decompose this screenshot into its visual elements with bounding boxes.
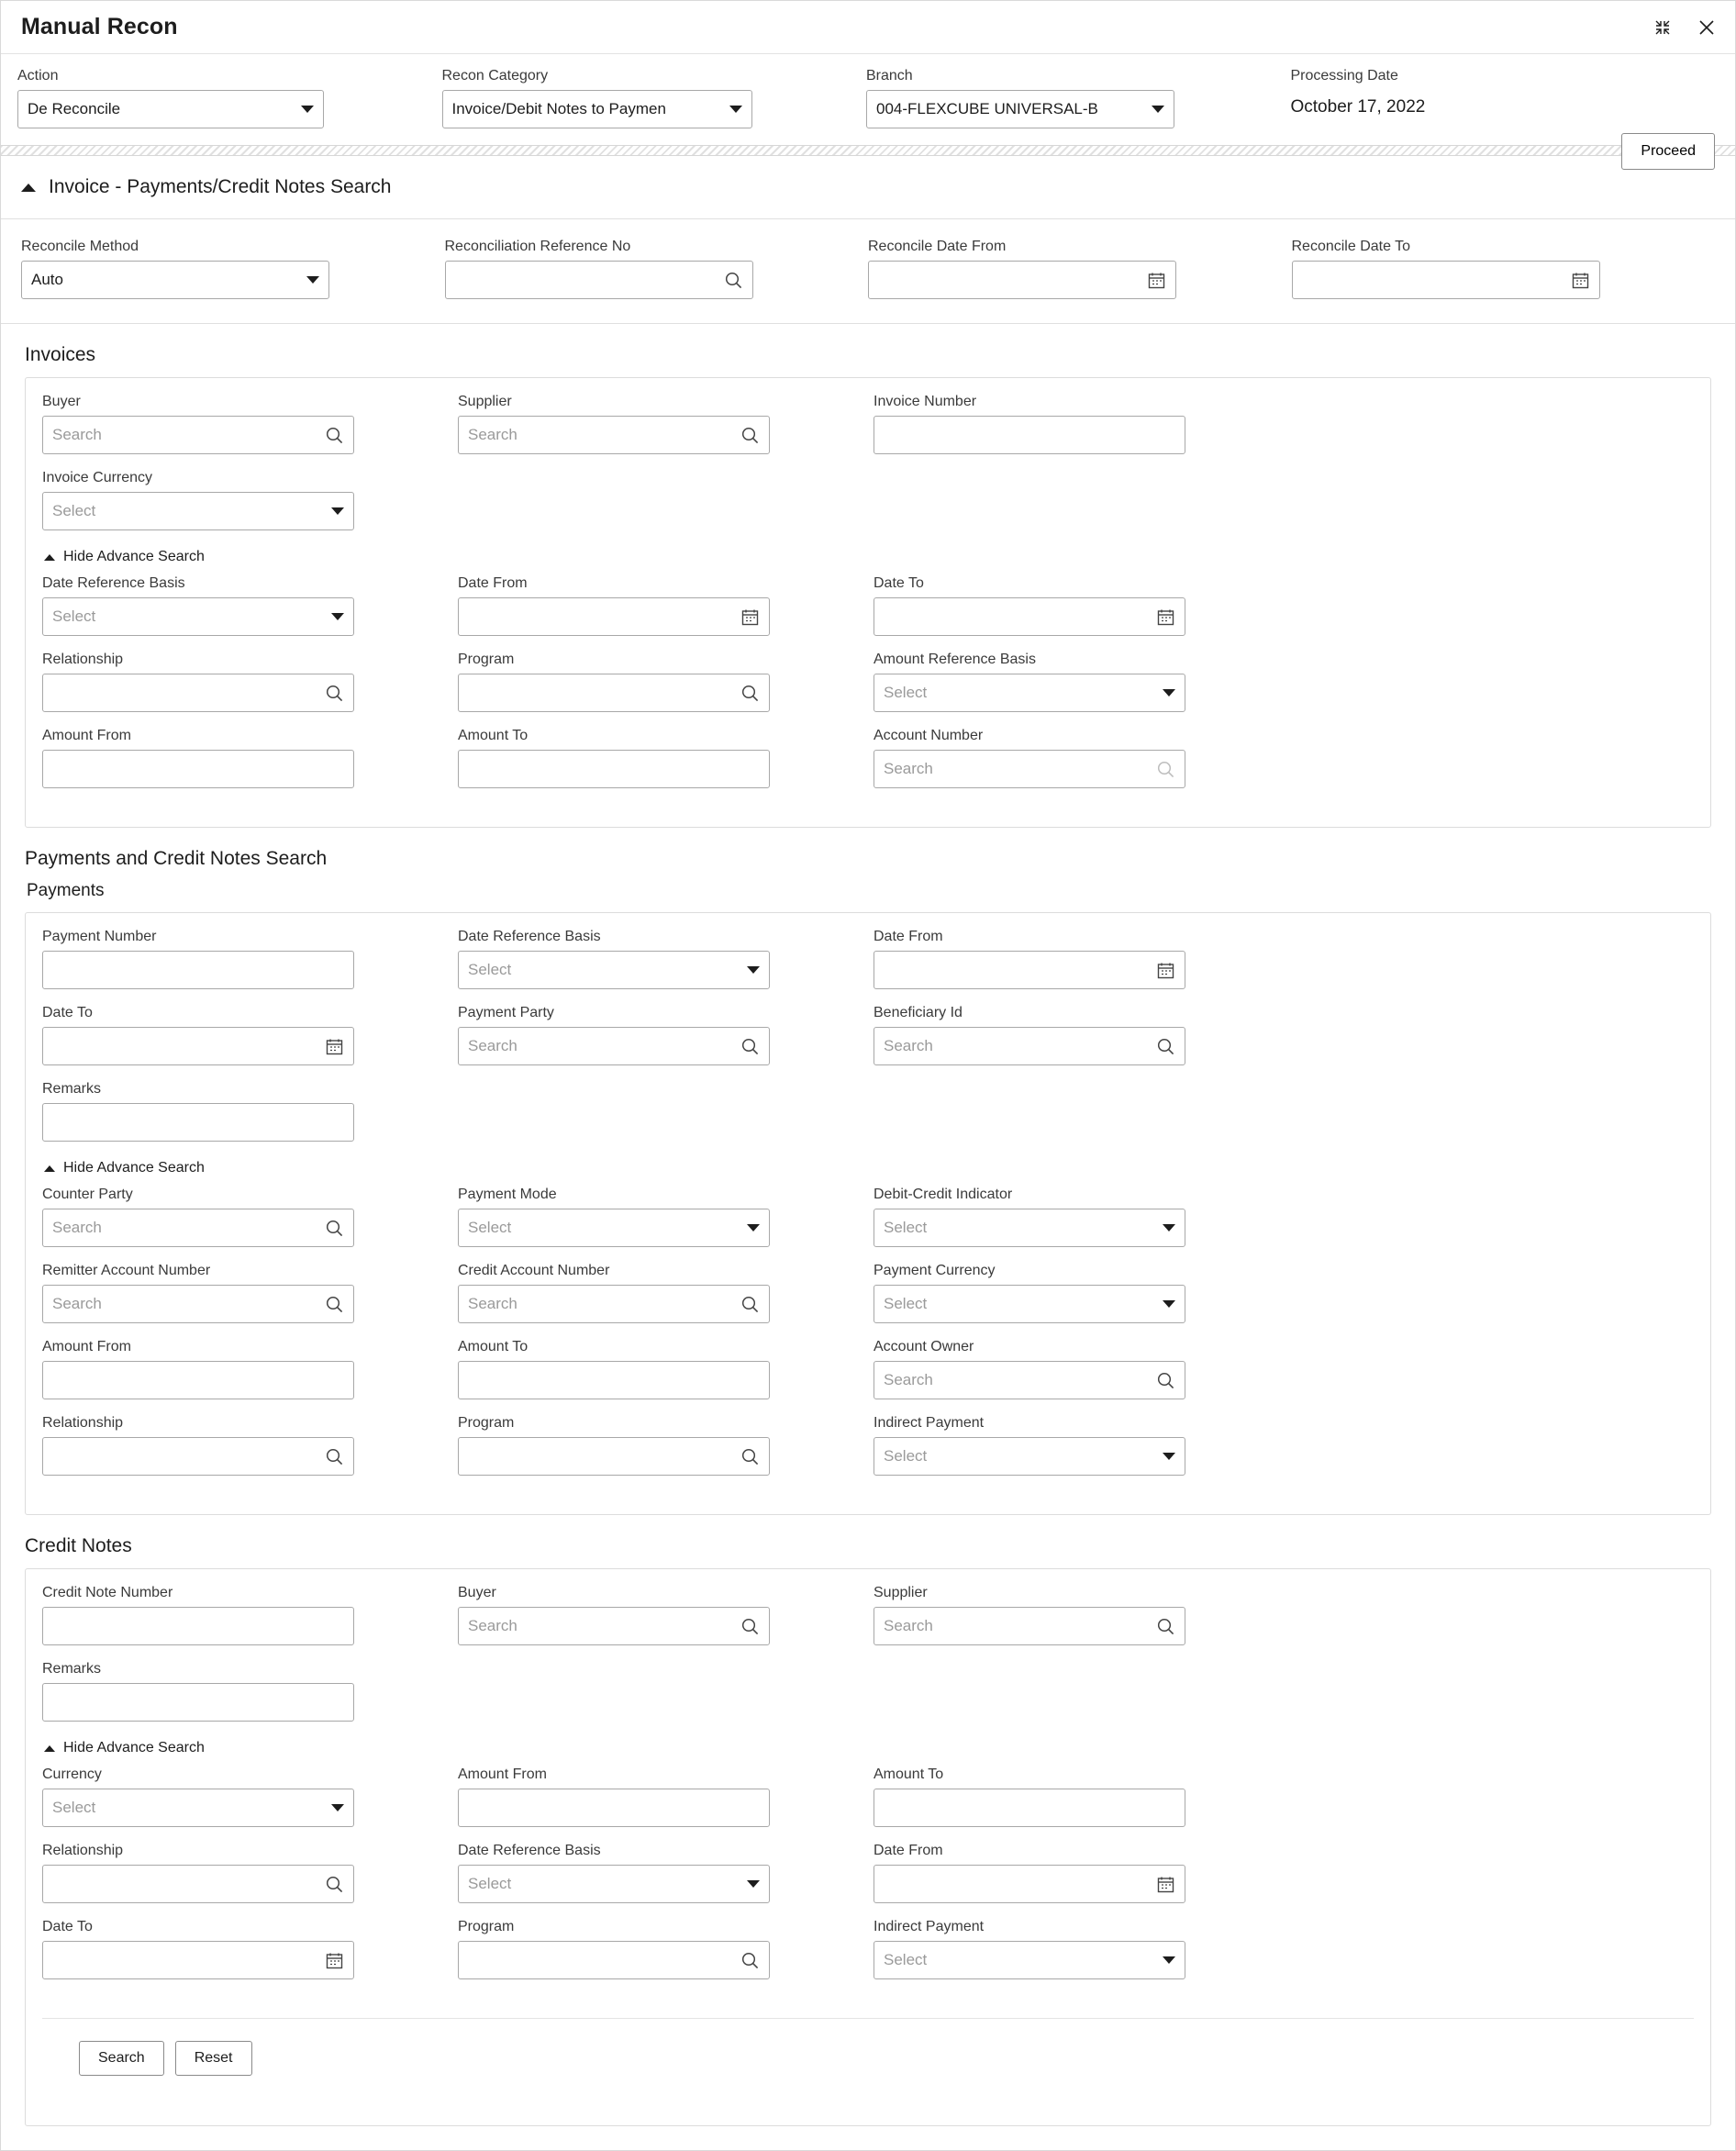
invoice-currency-group bbox=[42, 469, 458, 530]
credit-note-date-from-input[interactable] bbox=[874, 1865, 1185, 1903]
reconcile-date-to-label: Reconcile Date To bbox=[1291, 239, 1411, 254]
beneficiary-id-group bbox=[874, 1004, 1289, 1065]
processing-date-value: October 17, 2022 bbox=[1290, 97, 1426, 117]
payment-mode-placeholder: Select bbox=[468, 1219, 512, 1236]
remitter-account-number-input[interactable] bbox=[42, 1285, 354, 1323]
calendar-icon[interactable] bbox=[740, 607, 760, 627]
reconcile-date-to-input[interactable] bbox=[1292, 261, 1600, 299]
invoice-number-group bbox=[874, 393, 1289, 454]
chevron-down-icon bbox=[1152, 106, 1164, 113]
search-icon[interactable] bbox=[724, 271, 743, 290]
payment-number-label: Payment Number bbox=[42, 929, 157, 944]
chevron-up-icon bbox=[44, 554, 55, 561]
reconcile-method-group bbox=[21, 238, 445, 299]
credit-note-program-group bbox=[458, 1918, 874, 1979]
chevron-down-icon bbox=[331, 1804, 344, 1811]
search-icon[interactable] bbox=[740, 1617, 760, 1636]
action-select[interactable] bbox=[17, 90, 324, 128]
account-owner-group bbox=[874, 1338, 1289, 1399]
credit-note-date-to-input[interactable] bbox=[42, 1941, 354, 1979]
payment-currency-label: Payment Currency bbox=[874, 1263, 996, 1278]
payment-party-group bbox=[458, 1004, 874, 1065]
credit-note-date-from-label: Date From bbox=[874, 1843, 943, 1858]
beneficiary-id-input[interactable] bbox=[874, 1027, 1185, 1065]
reconcile-date-from-group bbox=[868, 238, 1292, 299]
payment-remarks-input[interactable] bbox=[42, 1103, 354, 1142]
credit-note-relationship-label: Relationship bbox=[42, 1843, 124, 1858]
chevron-down-icon bbox=[1163, 1300, 1175, 1308]
processing-date-label: Processing Date bbox=[1290, 68, 1398, 84]
invoice-date-reference-basis-select[interactable] bbox=[42, 597, 354, 636]
payment-amount-from-input[interactable] bbox=[42, 1361, 354, 1399]
reset-button[interactable]: Reset bbox=[175, 2041, 252, 2076]
payment-program-label: Program bbox=[458, 1415, 515, 1431]
payment-mode-group bbox=[458, 1186, 874, 1247]
credit-note-indirect-payment-group bbox=[874, 1918, 1289, 1979]
payment-date-to-group bbox=[42, 1004, 458, 1065]
invoice-date-from-group bbox=[458, 574, 874, 636]
credit-notes-title: Credit Notes bbox=[25, 1535, 132, 1556]
reconciliation-reference-no-input[interactable] bbox=[445, 261, 753, 299]
payment-date-to-input[interactable] bbox=[42, 1027, 354, 1065]
invoice-program-input[interactable] bbox=[458, 674, 770, 712]
invoice-account-number-group bbox=[874, 727, 1289, 788]
recon-category-label: Recon Category bbox=[441, 68, 549, 84]
invoice-currency-placeholder: Select bbox=[52, 502, 96, 519]
credit-note-indirect-payment-select[interactable] bbox=[874, 1941, 1185, 1979]
credit-note-date-reference-basis-label: Date Reference Basis bbox=[458, 1843, 601, 1858]
invoice-date-reference-basis-placeholder: Select bbox=[52, 607, 96, 625]
debit-credit-indicator-group bbox=[874, 1186, 1289, 1247]
section-divider bbox=[1, 145, 1735, 156]
proceed-button[interactable]: Proceed bbox=[1621, 133, 1715, 170]
recon-header-form bbox=[1, 54, 1735, 159]
chevron-down-icon bbox=[331, 613, 344, 620]
invoice-amount-to-input[interactable] bbox=[458, 750, 770, 788]
credit-note-buyer-placeholder: Search bbox=[468, 1617, 517, 1634]
credit-note-buyer-group bbox=[458, 1584, 874, 1645]
calendar-icon[interactable] bbox=[1156, 961, 1175, 980]
close-icon[interactable] bbox=[1695, 16, 1719, 39]
search-button[interactable]: Search bbox=[79, 2041, 164, 2076]
invoice-account-number-input[interactable] bbox=[874, 750, 1185, 788]
credit-note-amount-from-group bbox=[458, 1766, 874, 1827]
payment-party-label: Payment Party bbox=[458, 1005, 554, 1020]
payment-relationship-label: Relationship bbox=[42, 1415, 124, 1431]
payments-advance-search-toggle[interactable] bbox=[42, 1156, 1694, 1186]
reconcile-search-strip bbox=[1, 219, 1735, 324]
payment-amount-from-label: Amount From bbox=[42, 1339, 131, 1354]
credit-note-supplier-input[interactable] bbox=[874, 1607, 1185, 1645]
invoice-relationship-group bbox=[42, 651, 458, 712]
payment-amount-to-input[interactable] bbox=[458, 1361, 770, 1399]
counter-party-input[interactable] bbox=[42, 1209, 354, 1247]
reconcile-date-to-group bbox=[1292, 238, 1716, 299]
credit-note-date-from-group bbox=[874, 1842, 1289, 1903]
search-icon[interactable] bbox=[325, 1295, 344, 1314]
window-controls bbox=[1651, 16, 1719, 39]
chevron-down-icon bbox=[1163, 1956, 1175, 1964]
invoices-advance-search-toggle[interactable] bbox=[42, 545, 1694, 574]
remitter-account-number-group bbox=[42, 1262, 458, 1323]
payment-date-reference-basis-label: Date Reference Basis bbox=[458, 929, 601, 944]
invoice-buyer-group bbox=[42, 393, 458, 454]
invoice-amount-to-group bbox=[458, 727, 874, 788]
credit-note-supplier-group bbox=[874, 1584, 1289, 1645]
search-icon[interactable] bbox=[1156, 1617, 1175, 1636]
credit-note-amount-from-input[interactable] bbox=[458, 1789, 770, 1827]
chevron-up-icon bbox=[21, 184, 36, 192]
chevron-down-icon bbox=[747, 1224, 760, 1232]
calendar-icon[interactable] bbox=[1571, 271, 1590, 290]
branch-select[interactable] bbox=[866, 90, 1174, 128]
reconcile-method-label: Reconcile Method bbox=[21, 239, 139, 254]
reconciliation-reference-no-group bbox=[445, 238, 869, 299]
counter-party-group bbox=[42, 1186, 458, 1247]
invoice-currency-select[interactable] bbox=[42, 492, 354, 530]
payment-date-from-label: Date From bbox=[874, 929, 943, 944]
credit-note-supplier-label: Supplier bbox=[874, 1585, 928, 1600]
invoice-buyer-placeholder: Search bbox=[52, 426, 102, 443]
invoice-supplier-placeholder: Search bbox=[468, 426, 517, 443]
chevron-down-icon bbox=[1163, 689, 1175, 697]
invoice-date-to-label: Date To bbox=[874, 575, 924, 591]
recon-category-value: Invoice/Debit Notes to Paymen bbox=[451, 100, 666, 117]
credit-note-amount-from-label: Amount From bbox=[458, 1766, 547, 1782]
credit-notes-advance-search-toggle[interactable] bbox=[42, 1736, 1694, 1766]
calendar-icon[interactable] bbox=[325, 1037, 344, 1056]
beneficiary-id-placeholder: Search bbox=[884, 1037, 933, 1054]
invoice-amount-from-group bbox=[42, 727, 458, 788]
chevron-down-icon bbox=[331, 507, 344, 515]
payment-program-group bbox=[458, 1414, 874, 1476]
indirect-payment-placeholder: Select bbox=[884, 1447, 928, 1465]
account-owner-placeholder: Search bbox=[884, 1371, 933, 1388]
invoice-amount-reference-basis-select[interactable] bbox=[874, 674, 1185, 712]
credit-note-buyer-input[interactable] bbox=[458, 1607, 770, 1645]
credit-note-currency-label: Currency bbox=[42, 1766, 102, 1782]
credit-notes-advance-search-label: Hide Advance Search bbox=[63, 1740, 205, 1755]
invoice-supplier-label: Supplier bbox=[458, 394, 512, 409]
invoice-date-from-input[interactable] bbox=[458, 597, 770, 636]
indirect-payment-label: Indirect Payment bbox=[874, 1415, 985, 1431]
credit-note-currency-placeholder: Select bbox=[52, 1799, 96, 1816]
credit-note-date-to-group bbox=[42, 1918, 458, 1979]
payment-relationship-group bbox=[42, 1414, 458, 1476]
window-title-bar bbox=[1, 1, 1735, 54]
payment-currency-group bbox=[874, 1262, 1289, 1323]
calendar-icon[interactable] bbox=[325, 1951, 344, 1970]
counter-party-placeholder: Search bbox=[52, 1219, 102, 1236]
credit-note-program-label: Program bbox=[458, 1919, 515, 1934]
search-icon bbox=[1156, 760, 1175, 779]
processing-date-field-group bbox=[1291, 67, 1716, 117]
search-icon[interactable] bbox=[740, 1951, 760, 1970]
credit-note-currency-select[interactable] bbox=[42, 1789, 354, 1827]
credit-note-amount-to-group bbox=[874, 1766, 1289, 1827]
credit-note-relationship-input[interactable] bbox=[42, 1865, 354, 1903]
credit-note-indirect-payment-placeholder: Select bbox=[884, 1951, 928, 1968]
invoice-date-from-label: Date From bbox=[458, 575, 528, 591]
credit-note-currency-group bbox=[42, 1766, 458, 1827]
action-field-group bbox=[17, 67, 442, 128]
invoice-program-label: Program bbox=[458, 652, 515, 667]
payments-advance-search-label: Hide Advance Search bbox=[63, 1160, 205, 1176]
credit-note-date-reference-basis-placeholder: Select bbox=[468, 1875, 512, 1892]
payment-currency-placeholder: Select bbox=[884, 1295, 928, 1312]
debit-credit-indicator-select[interactable] bbox=[874, 1209, 1185, 1247]
credit-note-program-input[interactable] bbox=[458, 1941, 770, 1979]
credit-note-buyer-label: Buyer bbox=[458, 1585, 496, 1600]
chevron-down-icon bbox=[747, 966, 760, 974]
search-icon[interactable] bbox=[325, 684, 344, 703]
remitter-account-number-label: Remitter Account Number bbox=[42, 1263, 211, 1278]
payment-date-from-group bbox=[874, 928, 1289, 989]
branch-field-group bbox=[866, 67, 1291, 128]
indirect-payment-select[interactable] bbox=[874, 1437, 1185, 1476]
payment-number-group bbox=[42, 928, 458, 989]
credit-account-number-group bbox=[458, 1262, 874, 1323]
credit-account-number-input[interactable] bbox=[458, 1285, 770, 1323]
payment-amount-to-group bbox=[458, 1338, 874, 1399]
chevron-down-icon bbox=[1163, 1453, 1175, 1460]
credit-notes-panel bbox=[25, 1568, 1711, 2126]
search-icon[interactable] bbox=[740, 426, 760, 445]
payment-date-reference-basis-group bbox=[458, 928, 874, 989]
payment-remarks-group bbox=[42, 1080, 458, 1142]
spacer bbox=[458, 1080, 874, 1156]
invoices-advance-search-label: Hide Advance Search bbox=[63, 549, 205, 564]
calendar-icon[interactable] bbox=[1147, 271, 1166, 290]
account-owner-label: Account Owner bbox=[874, 1339, 974, 1354]
invoice-payments-section-header[interactable] bbox=[1, 156, 1735, 219]
invoice-date-reference-basis-group bbox=[42, 574, 458, 636]
chevron-down-icon bbox=[1163, 1224, 1175, 1232]
invoice-buyer-input[interactable] bbox=[42, 416, 354, 454]
chevron-down-icon bbox=[306, 276, 319, 284]
invoice-account-number-label: Account Number bbox=[874, 728, 984, 743]
invoice-currency-label: Invoice Currency bbox=[42, 470, 153, 485]
invoice-relationship-input[interactable] bbox=[42, 674, 354, 712]
credit-note-number-input[interactable] bbox=[42, 1607, 354, 1645]
credit-note-remarks-input[interactable] bbox=[42, 1683, 354, 1722]
invoice-buyer-label: Buyer bbox=[42, 394, 81, 409]
debit-credit-indicator-placeholder: Select bbox=[884, 1219, 928, 1236]
calendar-icon[interactable] bbox=[1156, 607, 1175, 627]
search-icon[interactable] bbox=[1156, 1371, 1175, 1390]
invoice-amount-reference-basis-group bbox=[874, 651, 1289, 712]
invoice-amount-reference-basis-label: Amount Reference Basis bbox=[874, 652, 1036, 667]
recon-category-select[interactable] bbox=[442, 90, 752, 128]
payment-mode-select[interactable] bbox=[458, 1209, 770, 1247]
search-icon[interactable] bbox=[740, 1295, 760, 1314]
payment-date-from-input[interactable] bbox=[874, 951, 1185, 989]
invoice-date-reference-basis-label: Date Reference Basis bbox=[42, 575, 185, 591]
payments-panel bbox=[25, 912, 1711, 1515]
page-title: Manual Recon bbox=[21, 14, 178, 39]
payment-program-input[interactable] bbox=[458, 1437, 770, 1476]
credit-note-date-to-label: Date To bbox=[42, 1919, 93, 1934]
chevron-down-icon bbox=[747, 1880, 760, 1888]
calendar-icon[interactable] bbox=[1156, 1875, 1175, 1894]
search-icon[interactable] bbox=[325, 426, 344, 445]
invoice-number-label: Invoice Number bbox=[874, 394, 977, 409]
search-icon[interactable] bbox=[740, 1037, 760, 1056]
invoice-date-to-group bbox=[874, 574, 1289, 636]
beneficiary-id-label: Beneficiary Id bbox=[874, 1005, 963, 1020]
invoice-program-group bbox=[458, 651, 874, 712]
reconciliation-reference-no-label: Reconciliation Reference No bbox=[444, 239, 631, 254]
form-actions bbox=[42, 2018, 1694, 2101]
action-label: Action bbox=[17, 68, 59, 84]
payment-party-placeholder: Search bbox=[468, 1037, 517, 1054]
credit-note-indirect-payment-label: Indirect Payment bbox=[874, 1919, 985, 1934]
invoice-supplier-input[interactable] bbox=[458, 416, 770, 454]
payment-amount-from-group bbox=[42, 1338, 458, 1399]
search-icon[interactable] bbox=[1156, 1037, 1175, 1056]
recon-category-field-group bbox=[442, 67, 867, 128]
credit-note-amount-to-input[interactable] bbox=[874, 1789, 1185, 1827]
collapse-icon[interactable] bbox=[1651, 16, 1675, 39]
search-icon[interactable] bbox=[325, 1447, 344, 1466]
credit-note-remarks-label: Remarks bbox=[42, 1661, 102, 1677]
reconcile-method-value: Auto bbox=[31, 271, 63, 288]
search-icon[interactable] bbox=[325, 1219, 344, 1238]
payment-mode-label: Payment Mode bbox=[458, 1187, 557, 1202]
chevron-up-icon bbox=[44, 1165, 55, 1172]
reconcile-date-from-label: Reconcile Date From bbox=[868, 239, 1007, 254]
account-owner-input[interactable] bbox=[874, 1361, 1185, 1399]
chevron-down-icon bbox=[301, 106, 314, 113]
chevron-down-icon bbox=[729, 106, 742, 113]
invoice-date-to-input[interactable] bbox=[874, 597, 1185, 636]
debit-credit-indicator-label: Debit-Credit Indicator bbox=[874, 1187, 1013, 1202]
credit-note-supplier-placeholder: Search bbox=[884, 1617, 933, 1634]
payment-date-reference-basis-placeholder: Select bbox=[468, 961, 512, 978]
credit-note-number-group bbox=[42, 1584, 458, 1645]
invoice-amount-to-label: Amount To bbox=[458, 728, 529, 743]
payment-relationship-input[interactable] bbox=[42, 1437, 354, 1476]
credit-account-number-label: Credit Account Number bbox=[458, 1263, 610, 1278]
section-title: Invoice - Payments/Credit Notes Search bbox=[49, 176, 392, 197]
invoice-amount-from-input[interactable] bbox=[42, 750, 354, 788]
credit-note-relationship-group bbox=[42, 1842, 458, 1903]
branch-value: 004-FLEXCUBE UNIVERSAL-B bbox=[876, 100, 1098, 117]
search-icon[interactable] bbox=[325, 1875, 344, 1894]
credit-note-number-label: Credit Note Number bbox=[42, 1585, 173, 1600]
invoice-number-input[interactable] bbox=[874, 416, 1185, 454]
search-icon[interactable] bbox=[740, 1447, 760, 1466]
payment-date-to-label: Date To bbox=[42, 1005, 93, 1020]
invoice-account-number-placeholder: Search bbox=[884, 760, 933, 777]
payment-currency-select[interactable] bbox=[874, 1285, 1185, 1323]
payment-number-input[interactable] bbox=[42, 951, 354, 989]
bottom-spacer bbox=[1, 2126, 1735, 2150]
indirect-payment-group bbox=[874, 1414, 1289, 1476]
reconcile-date-from-input[interactable] bbox=[868, 261, 1176, 299]
invoice-supplier-group bbox=[458, 393, 874, 454]
counter-party-label: Counter Party bbox=[42, 1187, 133, 1202]
invoice-amount-reference-basis-placeholder: Select bbox=[884, 684, 928, 701]
payment-date-reference-basis-select[interactable] bbox=[458, 951, 770, 989]
invoices-panel bbox=[25, 377, 1711, 828]
branch-label: Branch bbox=[866, 68, 913, 84]
invoice-relationship-label: Relationship bbox=[42, 652, 124, 667]
credit-note-amount-to-label: Amount To bbox=[874, 1766, 944, 1782]
invoices-title: Invoices bbox=[25, 344, 96, 365]
payment-amount-to-label: Amount To bbox=[458, 1339, 529, 1354]
chevron-up-icon bbox=[44, 1745, 55, 1752]
payment-party-input[interactable] bbox=[458, 1027, 770, 1065]
credit-note-remarks-group bbox=[42, 1660, 458, 1722]
credit-note-date-reference-basis-select[interactable] bbox=[458, 1865, 770, 1903]
action-value: De Reconcile bbox=[28, 100, 121, 117]
invoice-amount-from-label: Amount From bbox=[42, 728, 131, 743]
payments-subtitle: Payments bbox=[27, 881, 105, 900]
search-icon[interactable] bbox=[740, 684, 760, 703]
payment-remarks-label: Remarks bbox=[42, 1081, 102, 1097]
remitter-account-number-placeholder: Search bbox=[52, 1295, 102, 1312]
payments-credit-notes-title: Payments and Credit Notes Search bbox=[25, 848, 328, 869]
reconcile-method-select[interactable] bbox=[21, 261, 329, 299]
credit-note-date-reference-basis-group bbox=[458, 1842, 874, 1903]
credit-account-number-placeholder: Search bbox=[468, 1295, 517, 1312]
